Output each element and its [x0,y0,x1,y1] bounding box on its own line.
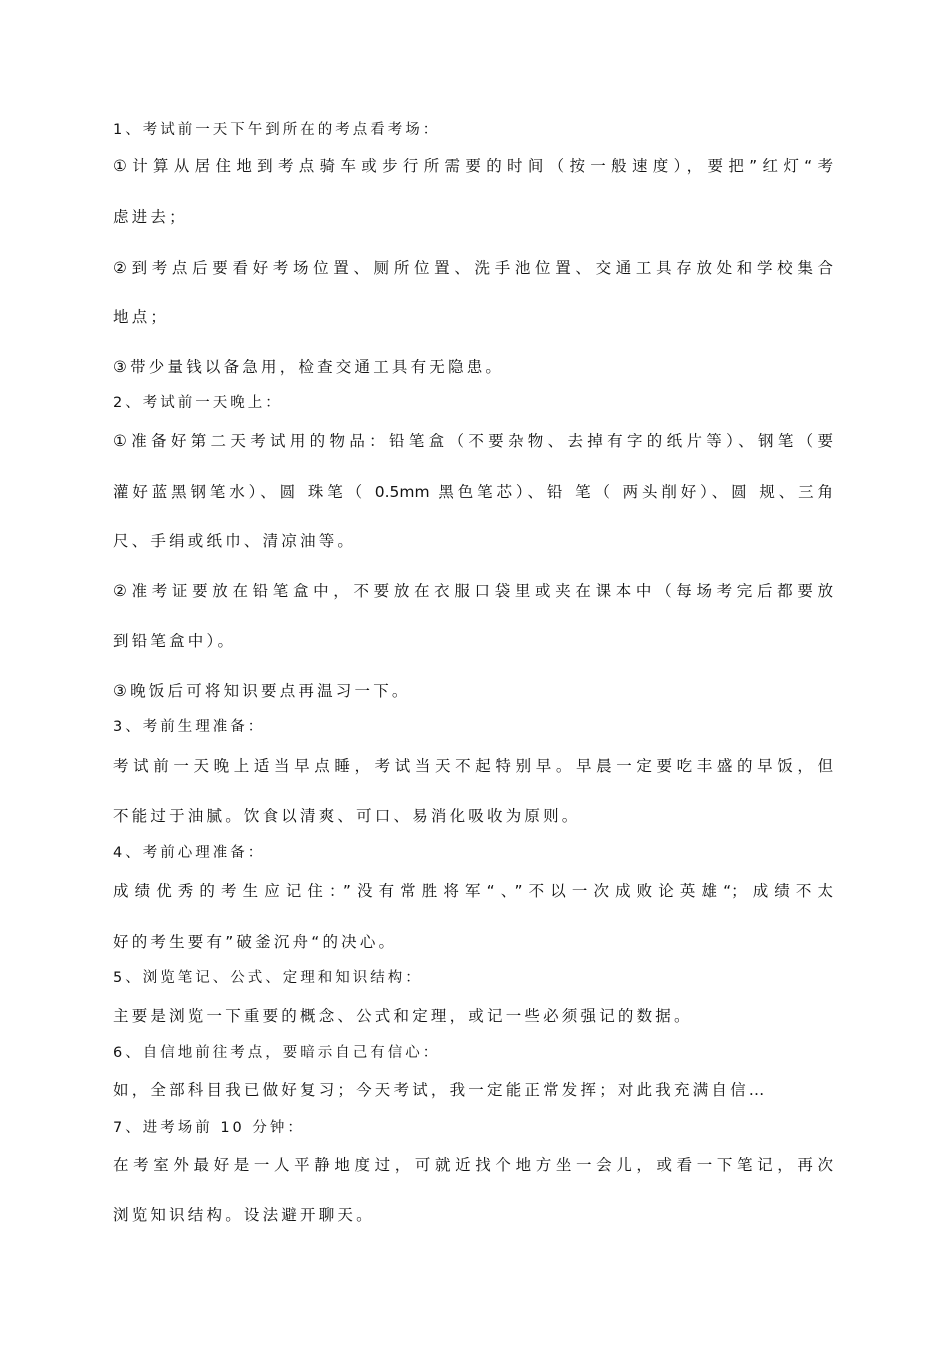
heading-2: 2、考试前一天晚上： [113,395,283,411]
paragraph-line: 在考室外最好是一人平静地度过，可就近找个地方坐一会儿，或看一下笔记，再次 [113,1156,833,1174]
paragraph-line: ③晚饭后可将知识要点再温习一下。 [113,682,411,700]
paragraph-line: 到铅笔盒中）。 [113,632,237,650]
paragraph-line: 不能过于油腻。饮食以清爽、可口、易消化吸收为原则。 [113,807,581,825]
heading-6: 6、自信地前往考点，要暗示自己有信心： [113,1045,441,1061]
heading-7: 7、进考场前 10 分钟： [113,1120,305,1136]
paragraph-line: 灌好蓝黑钢笔水）、圆 珠笔（ 0.5mm 黑色笔芯）、铅 笔（ 两头削好）、圆 规、三角 [113,483,833,501]
paragraph-line: 虑进去； [113,208,188,226]
paragraph-line: ②准考证要放在铅笔盒中，不要放在衣服口袋里或夹在课本中（每场考完后都要放 [113,582,833,600]
paragraph-line: ③带少量钱以备急用，检查交通工具有无隐患。 [113,358,505,376]
heading-3: 3、考前生理准备： [113,719,266,735]
paragraph-line: 地点； [113,308,170,326]
heading-1: 1、考试前一天下午到所在的考点看考场： [113,122,441,138]
paragraph-line: ①计算从居住地到考点骑车或步行所需要的时间（按一般速度），要把”红灯“考 [113,157,833,175]
paragraph-line: 尺、手绢或纸巾、清凉油等。 [113,532,357,550]
paragraph-line: 好的考生要有”破釜沉舟“的决心。 [113,933,398,951]
paragraph-line: 浏览知识结构。设法避开聊天。 [113,1206,375,1224]
paragraph-line: 如，全部科目我已做好复习；今天考试，我一定能正常发挥；对此我充满自信… [113,1081,768,1099]
paragraph-line: 成绩优秀的考生应记住：”没有常胜将军“、”不以一次成败论英雄“；成绩不太 [113,882,833,900]
heading-4: 4、考前心理准备： [113,845,266,861]
heading-5: 5、浏览笔记、公式、定理和知识结构： [113,970,423,986]
paragraph-line: 考试前一天晚上适当早点睡，考试当天不起特别早。早晨一定要吃丰盛的早饭，但 [113,757,833,775]
paragraph-line: ①准备好第二天考试用的物品：铅笔盒（不要杂物、去掉有字的纸片等）、钢笔（要 [113,432,833,450]
paragraph-line: ②到考点后要看好考场位置、厕所位置、洗手池位置、交通工具存放处和学校集合 [113,259,833,277]
paragraph-line: 主要是浏览一下重要的概念、公式和定理，或记一些必须强记的数据。 [113,1007,693,1025]
